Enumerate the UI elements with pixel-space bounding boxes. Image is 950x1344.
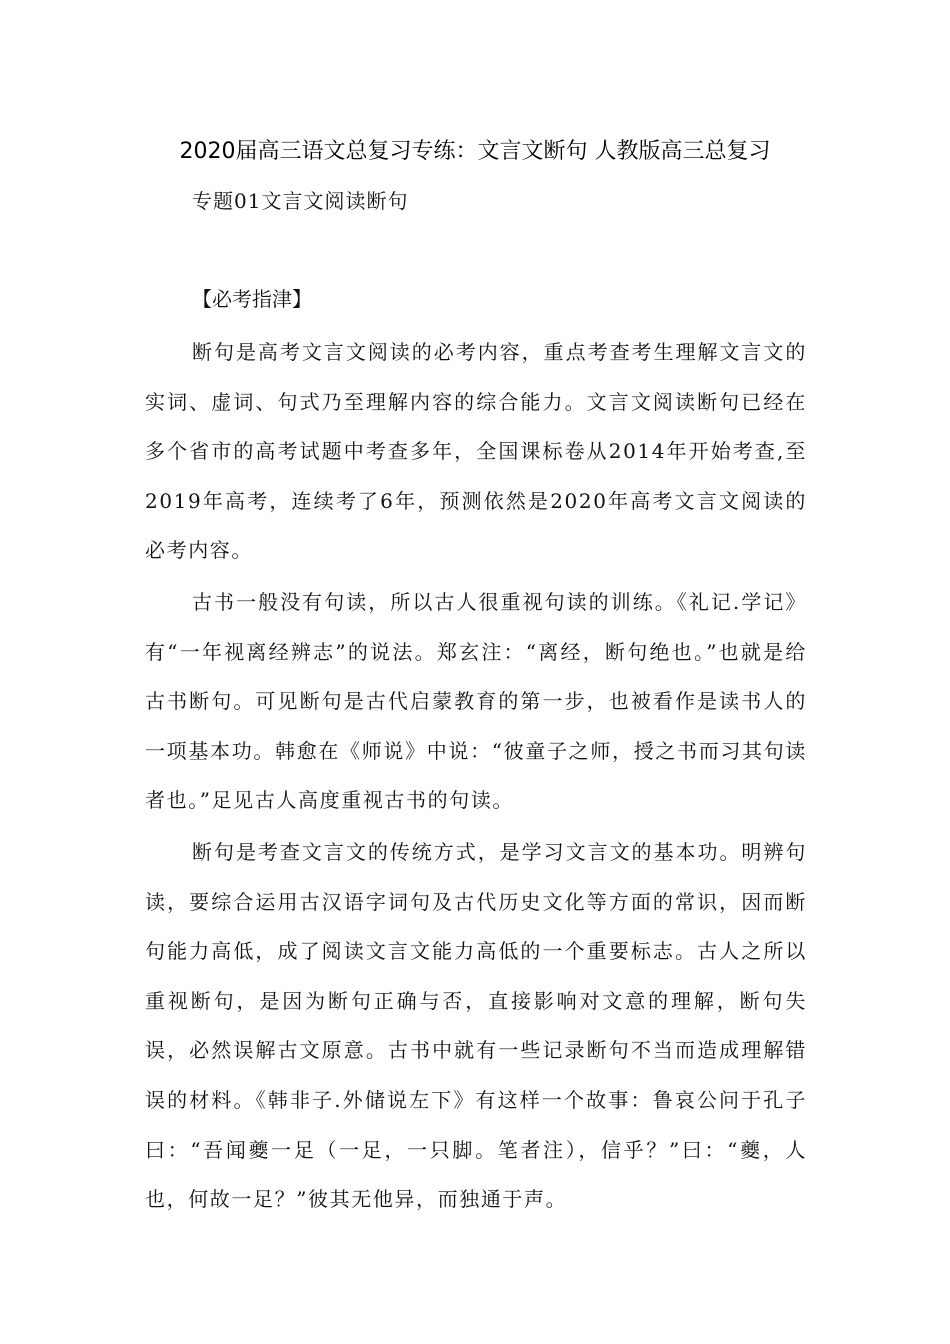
document-title: 2020届高三语文总复习专练：文言文断句 人教版高三总复习	[179, 139, 771, 164]
section-heading: 【必考指津】	[192, 287, 312, 311]
document-subtitle: 专题01文言文阅读断句	[192, 189, 409, 213]
paragraph: 古书一般没有句读，所以古人很重视句读的训练。《礼记.学记》有“一年视离经辨志”的说法。郑玄注：“离经，断句绝也。”也就是给古书断句。可见断句是古代启蒙教育的第一步，也被看作是读书人的一项基本功。韩愈在《师说》中说：“彼童子之师，授之书而习其句读者也。”足见古人高度重视古书的句读。	[145, 589, 807, 813]
paragraph: 断句是高考文言文阅读的必考内容，重点考查考生理解文言文的实词、虚词、句式乃至理解内容的综合能力。文言文阅读断句已经在多个省市的高考试题中考查多年，全国课标卷从2014年开始考查,至2019年高考，连续考了6年，预测依然是2020年高考文言文阅读的必考内容。	[145, 340, 807, 563]
paragraph: 断句是考查文言文的传统方式，是学习文言文的基本功。明辨句读，要综合运用古汉语字词句及古代历史文化等方面的常识，因而断句能力高低，成了阅读文言文能力高低的一个重要标志。古人之所以重视断句，是因为断句正确与否，直接影响对文意的理解，断句失误，必然误解古文原意。古书中就有一些记录断句不当而造成理解错误的材料。《韩非子.外储说左下》有这样一个故事：鲁哀公问于孔子曰：“吾闻夔一足（一足，一只脚。笔者注），信乎？”曰：“夔，人也，何故一足？”彼其无他异，而独通于声。	[145, 839, 807, 1212]
body-text	[145, 328, 807, 1227]
